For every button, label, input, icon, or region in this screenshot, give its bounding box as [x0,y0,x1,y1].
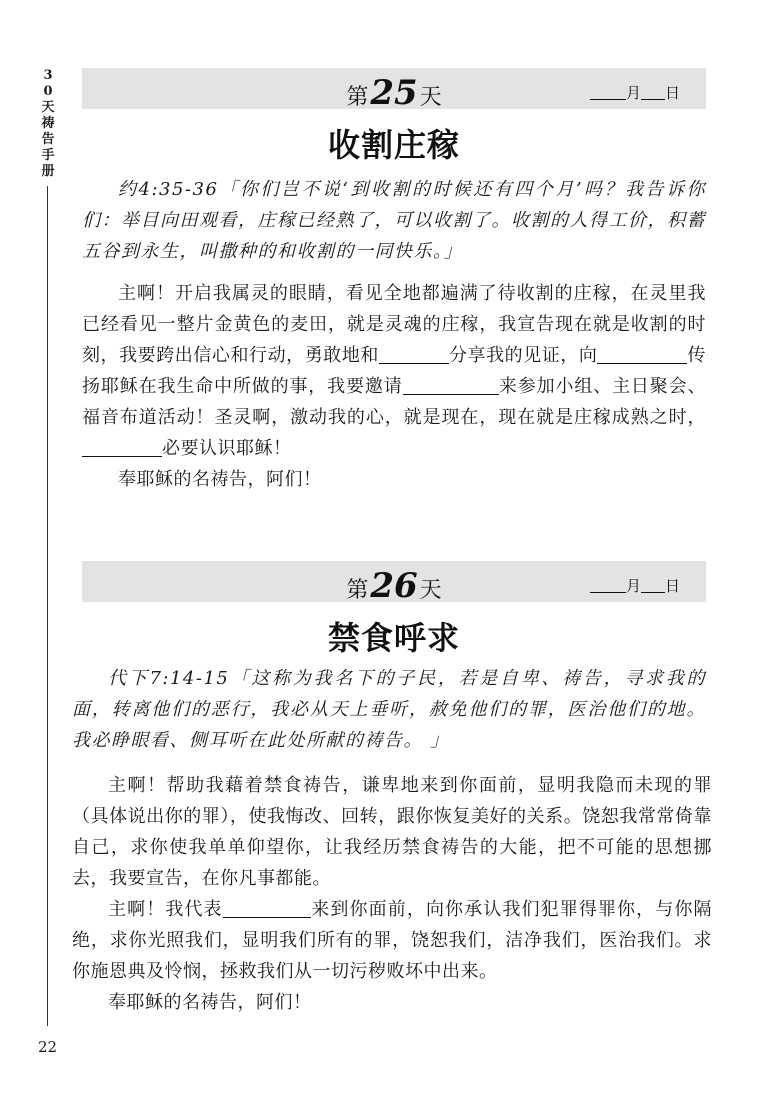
book-title-char: 3 [43,68,53,83]
date-field [590,575,680,596]
book-title-char: 告 [41,132,55,147]
day-suffix: 天 [419,85,442,110]
book-title-char: 天 [41,100,55,115]
prayer-paragraph [82,278,706,464]
verse-reference: 约4:35-36「 [118,179,240,200]
month-label: 月 [625,577,641,595]
day-suffix: 天 [419,578,442,603]
book-title-char: 册 [41,164,55,179]
page-number: 22 [38,1038,58,1056]
month-label: 月 [625,84,641,102]
prayer-text: 传扬耶稣在我生命中所做的事，我要邀请 [82,345,707,397]
day-number: 25 [370,73,418,113]
prayer-text: 必要认识耶稣！ [162,438,292,459]
date-field [590,82,680,103]
verse-reference: 代下7:14-15「 [108,668,252,689]
book-title-vertical [37,68,59,180]
day-label: 日 [664,84,680,102]
day-25-prayer [82,278,706,495]
prayer-paragraph: 主啊！帮助我藉着禁食祷告，谦卑地来到你面前，显明我隐而未现的罪（具体说出你的罪），使我悔改、回转，跟你恢复美好的关系。饶恕我常常倚靠自己，求你使我单单仰望你，让我经历禁食祷告的大能，把不可能的思想挪去，我要宣告，在你凡事都能。 [72,775,712,889]
prayer-paragraph [72,894,712,987]
closing-line: 奉耶稣的名祷告，阿们！ [118,469,322,490]
fill-in-blank[interactable] [379,345,449,364]
verse-text: 这称为我名下的子民，若是自卑、祷告，寻求我的面，转离他们的恶行，我必从天上垂听，赦免他们的罪，医治他们的地。我必睁眼看、侧耳听在此处所献的祷告。 」 [72,668,706,751]
day-26-prayer [72,770,712,1018]
prayer-text: 分享我的见证，向 [448,345,598,366]
day-blank [641,578,665,593]
day-label: 日 [664,577,680,595]
day-25-verse [82,174,706,267]
fill-in-blank[interactable] [403,376,499,395]
prayer-text: 来到你面前，向你承认我们犯罪得罪你，与你隔绝，求你光照我们，显明我们所有的罪，饶恕我们，洁净我们，医治我们。求你施恩典及怜悯，拯救我们从一切污秽败坏中出来。 [72,899,713,982]
verse-text: 你们岂不说‘到收割的时候还有四个月’吗？我告诉你们：举目向田观看，庄稼已经熟了，可以收割了。收割的人得工价，积蓄五谷到永生，叫撒种的和收割的一同快乐。」 [82,179,706,262]
margin-rule [47,186,48,1026]
month-blank [590,578,626,593]
fill-in-blank[interactable] [82,438,162,457]
prayer-text: 来参加小组、主日聚会、福音布道活动！圣灵啊，激动我的心，就是现在，现在就是庄稼成熟之时， [82,376,707,428]
day-prefix: 第 [346,578,369,603]
day-25-header [82,68,706,113]
prayer-text: 主啊！我代表 [108,899,223,920]
book-title-char: 手 [41,148,55,163]
day-prefix: 第 [346,85,369,110]
day-26-header [82,561,706,606]
book-title-char: 祷 [41,116,55,131]
day-26-title: 禁食呼求 [327,619,460,657]
closing-line: 奉耶稣的名祷告，阿们！ [108,992,312,1013]
day-26-verse [72,663,706,756]
fill-in-blank[interactable] [597,345,687,364]
day-blank [641,85,665,100]
prayer-text: 主啊！开启我属灵的眼睛，看见全地都遍满了待收割的庄稼，在灵里我已经看见一整片金黄色的麦田，就是灵魂的庄稼，我宣告现在就是收割的时刻，我要跨出信心和行动，勇敢地和 [82,283,706,366]
month-blank [590,85,626,100]
fill-in-blank[interactable] [223,899,311,918]
book-title-char: 0 [43,84,53,99]
day-number: 26 [370,566,418,606]
day-25-title: 收割庄稼 [327,126,460,164]
